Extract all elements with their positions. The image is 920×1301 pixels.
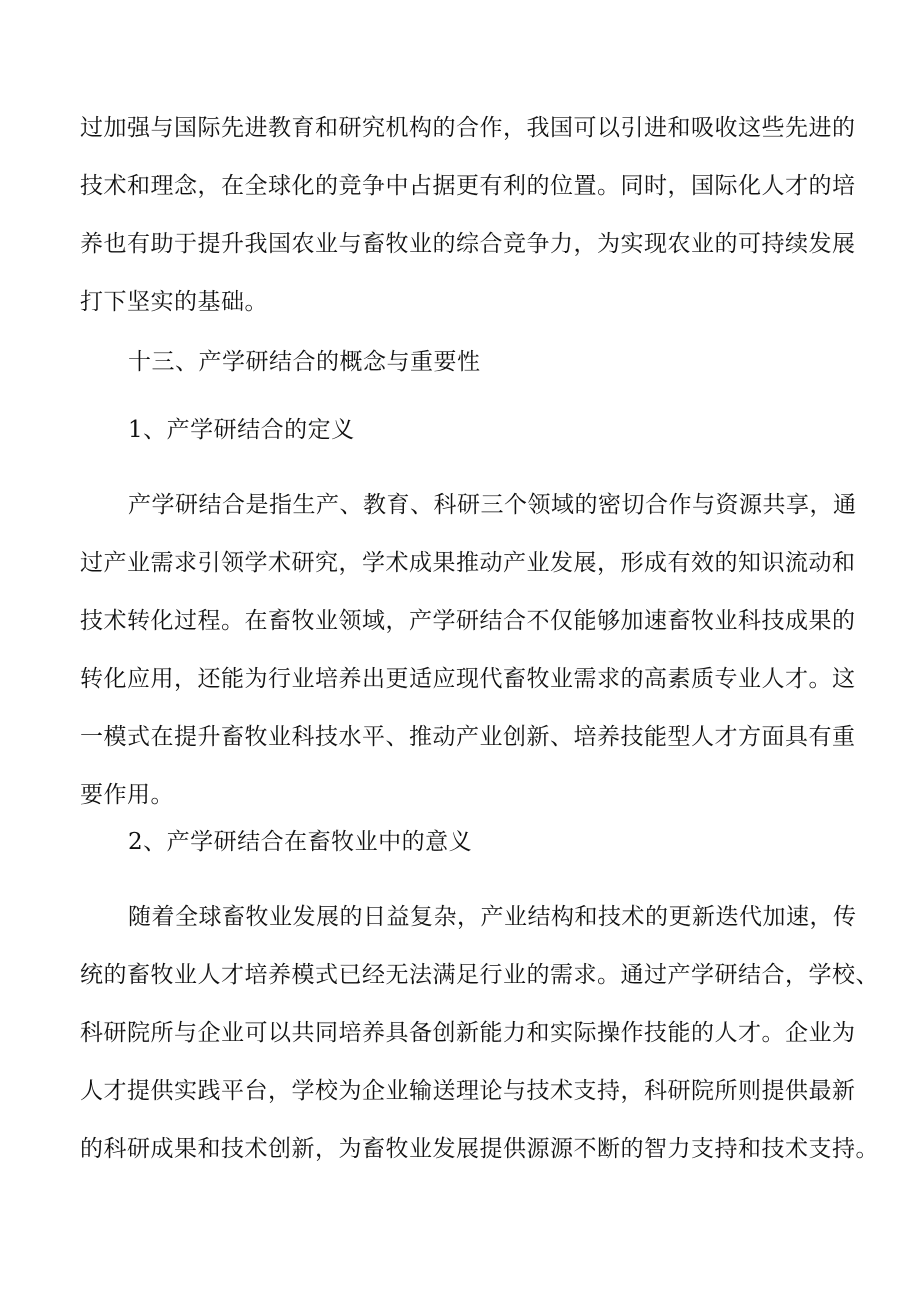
paragraph-line: 技术和理念，在全球化的竞争中占据更有利的位置。同时，国际化人才的培 [80,173,856,199]
subsection-2-title: 2、产学研结合在畜牧业中的意义 [128,829,473,855]
subsection-1-paragraph [80,476,857,824]
intro-paragraph [80,99,856,331]
paragraph-line: 的科研成果和技术创新，为畜牧业发展提供源源不断的智力支持和技术支持。 [80,1136,879,1162]
paragraph-line: 科研院所与企业可以共同培养具备创新能力和实际操作技能的人才。企业为 [80,1020,856,1046]
paragraph-line: 技术转化过程。在畜牧业领域，产学研结合不仅能够加速畜牧业科技成果的 [80,608,856,634]
paragraph-line: 统的畜牧业人才培养模式已经无法满足行业的需求。通过产学研结合，学校、 [80,962,879,988]
section-title: 十三、产学研结合的概念与重要性 [128,349,481,375]
subsection-2-paragraph [80,888,879,1178]
paragraph-line: 转化应用，还能为行业培养出更适应现代畜牧业需求的高素质专业人才。这 [80,666,856,692]
paragraph-line: 产学研结合是指生产、教育、科研三个领域的密切合作与资源共享，通 [128,492,857,518]
paragraph-line: 养也有助于提升我国农业与畜牧业的综合竞争力，为实现农业的可持续发展 [80,231,856,257]
paragraph-line: 过加强与国际先进教育和研究机构的合作，我国可以引进和吸收这些先进的 [80,115,856,141]
subsection-1-title: 1、产学研结合的定义 [128,417,355,443]
paragraph-line: 要作用。 [80,782,174,808]
paragraph-line: 人才提供实践平台，学校为企业输送理论与技术支持，科研院所则提供最新 [80,1078,856,1104]
paragraph-line: 过产业需求引领学术研究，学术成果推动产业发展，形成有效的知识流动和 [80,550,856,576]
paragraph-line: 打下坚实的基础。 [80,289,268,315]
paragraph-line: 随着全球畜牧业发展的日益复杂，产业结构和技术的更新迭代加速，传 [128,904,857,930]
paragraph-line: 一模式在提升畜牧业科技水平、推动产业创新、培养技能型人才方面具有重 [80,724,856,750]
